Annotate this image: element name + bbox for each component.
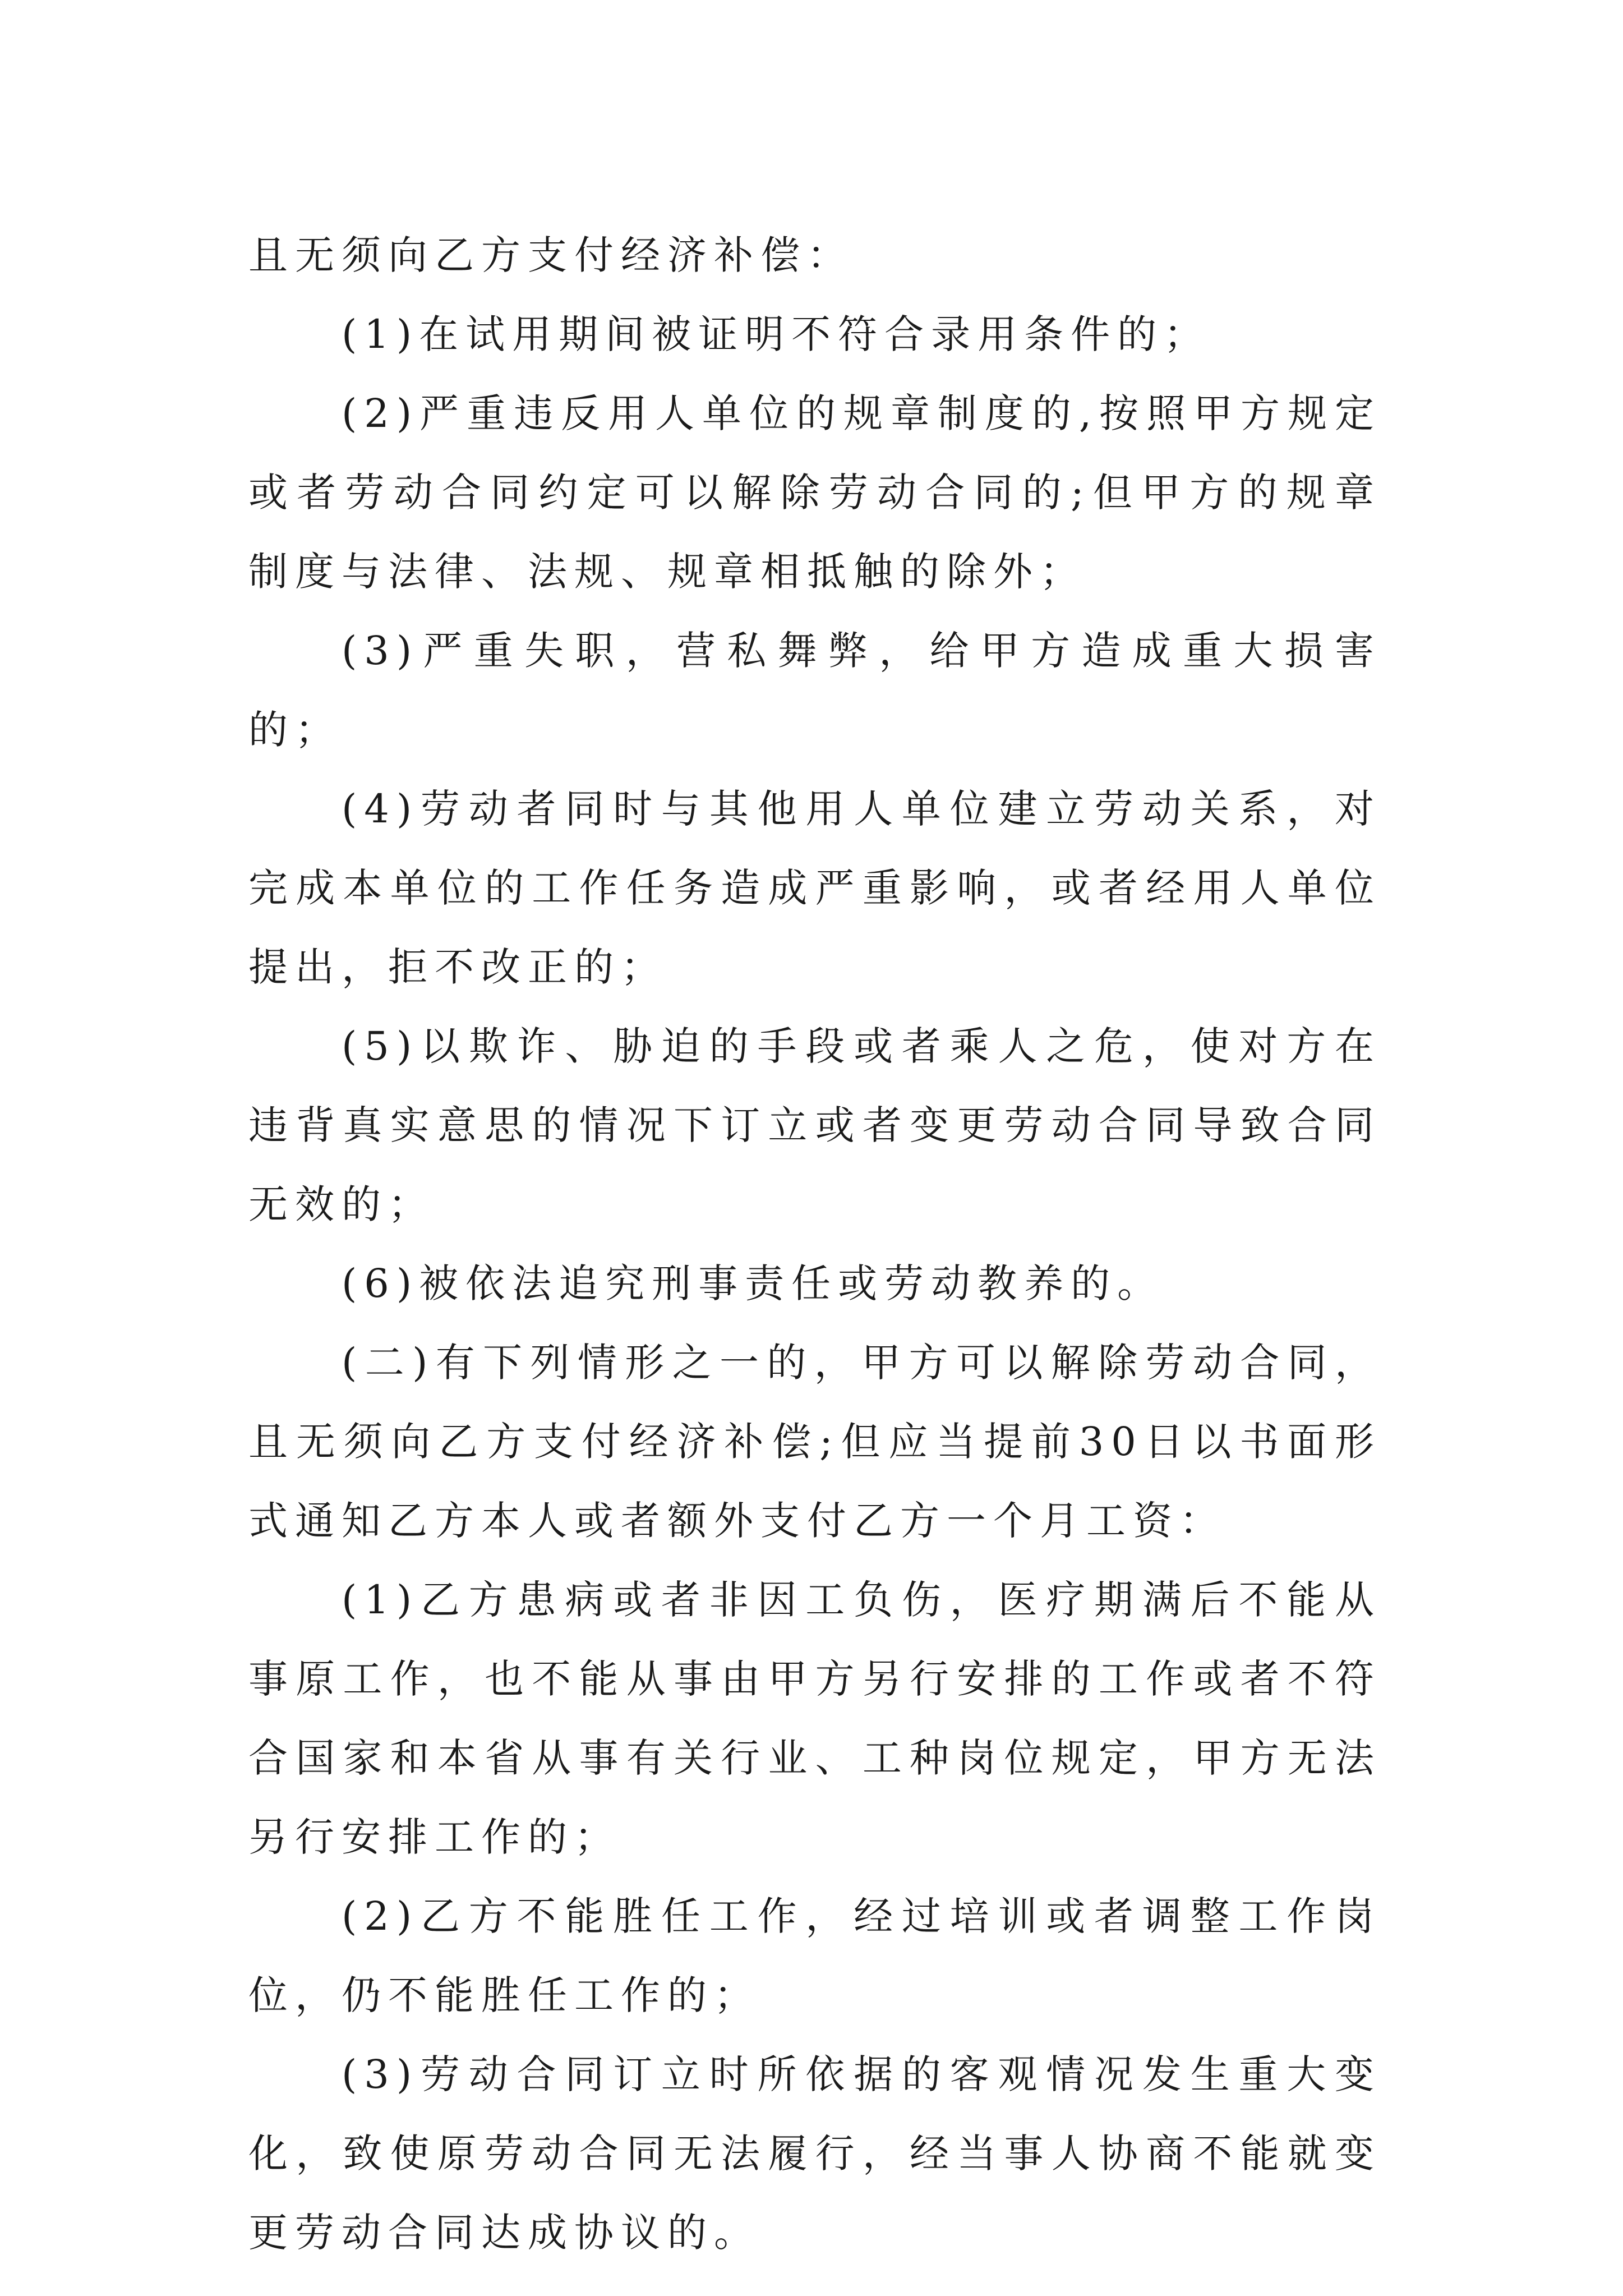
paragraph-9: (2)乙方不能胜任工作，经过培训或者调整工作岗位，仍不能胜任工作的； xyxy=(248,1893,1381,2018)
paragraph-4: (4)劳动者同时与其他用人单位建立劳动关系，对完成本单位的工作任务造成严重影响，或者经用人单位提出，拒不改正的； xyxy=(248,786,1381,990)
paragraph-10: (3)劳动合同订立时所依据的客观情况发生重大变化，致使原劳动合同无法履行，经当事人协商不能就变更劳动合同达成协议的。 xyxy=(248,2051,1381,2256)
paragraph-7: (二)有下列情形之一的，甲方可以解除劳动合同，且无须向乙方支付经济补偿;但应当提前30日以书面形式通知乙方本人或者额外支付乙方一个月工资： xyxy=(248,1340,1381,1544)
paragraph-6: (6)被依法追究刑事责任或劳动教养的。 xyxy=(342,1260,1164,1306)
paragraph-0: 且无须向乙方支付经济补偿： xyxy=(248,232,854,278)
document-body xyxy=(248,216,1381,2272)
paragraph-3: (3)严重失职，营私舞弊，给甲方造成重大损害的； xyxy=(248,628,1381,753)
paragraph-1: (1)在试用期间被证明不符合录用条件的； xyxy=(342,311,1211,357)
paragraph-8: (1)乙方患病或者非因工负伤，医疗期满后不能从事原工作，也不能从事由甲方另行安排的工作或者不符合国家和本省从事有关行业、工种岗位规定，甲方无法另行安排工作的； xyxy=(248,1577,1381,1860)
paragraph-5: (5)以欺诈、胁迫的手段或者乘人之危，使对方在违背真实意思的情况下订立或者变更劳动合同导致合同无效的； xyxy=(248,1023,1381,1227)
paragraph-2: (2)严重违反用人单位的规章制度的,按照甲方规定或者劳动合同约定可以解除劳动合同的;但甲方的规章制度与法律、法规、规章相抵触的除外； xyxy=(248,390,1381,595)
